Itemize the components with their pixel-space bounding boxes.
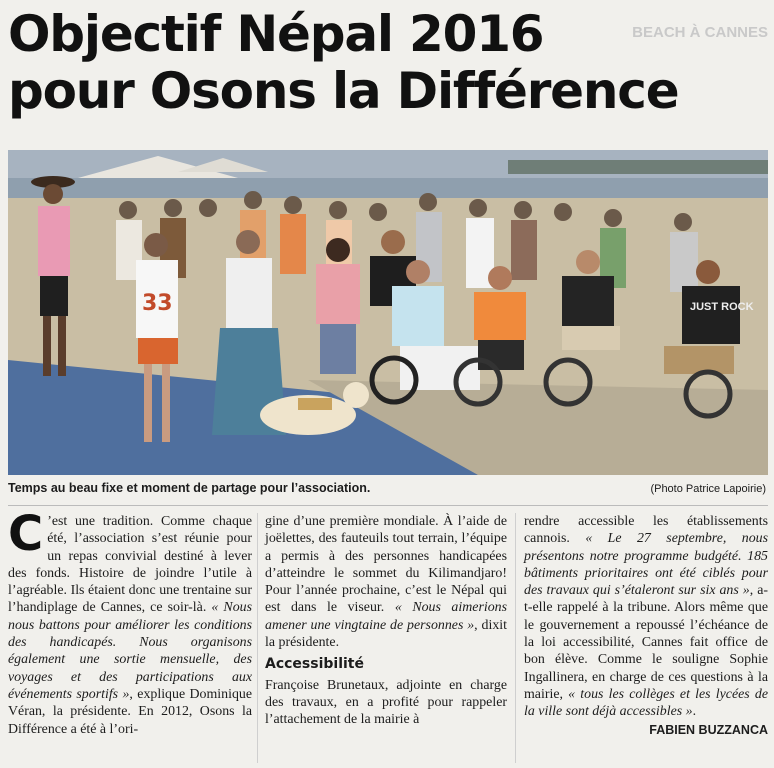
col2-text: gine d’une première mondiale. À l’aide de joëlettes, des fauteuils tout terrain, l’équipe a permis à des personnes handicapées d’atteindre le sommet du Kilimandjaro! Pour l’année prochaine, c’est le Népal qui est dans le viseur. — [265, 514, 507, 616]
headline-line-1: Objectif Népal 2016 — [8, 5, 544, 63]
author-byline: FABIEN BUZZANCA — [649, 722, 768, 737]
shirt-print: JUST ROCK — [690, 301, 754, 313]
col3-quote: « Le 27 septembre, nous présentons notre programme budgété. 185 bâtiments prioritaires ont été ciblés pour des travaux qui s’étaleront sur six ans » — [524, 531, 768, 599]
headline-line-2: pour Osons la Différence — [8, 62, 679, 120]
section-subhead: Accessibilité — [265, 656, 364, 673]
jersey-number: 33 — [142, 291, 173, 316]
col1-text: ’est une tradition. Comme chaque été, l’association s’est réunie pour un repas convivial destiné à lever des fonds. Histoire de joindre l’utile à l’agréable. Ils étaient donc une trentaine sur l’handiplage de Cannes, ce soir-là. — [8, 514, 252, 616]
col2-quote: « Nous aimerions amener une vingtaine de personnes » — [265, 600, 507, 633]
col3-quote-2: « tous les collèges et les lycées de la ville sont déjà accessibles » — [524, 686, 768, 720]
col1-quote: « Nous nous battons pour améliorer les conditions des handicapés. Nous organisons également une sortie mensuelle, des voyages et des participations aux événements sportifs » — [8, 600, 252, 702]
column-rule — [257, 513, 258, 763]
col1-text-end: , explique Dominique Véran, la présidente. En 2012, Osons la Différence a été à l’ori- — [8, 686, 252, 737]
article-headline — [8, 6, 748, 120]
column-rule — [515, 513, 516, 763]
photo-credit: (Photo Patrice Lapoirie) — [650, 483, 766, 495]
adjacent-article-headline: BEACH À CANNES — [632, 24, 768, 41]
photo-caption: Temps au beau fixe et moment de partage pour l’association. — [8, 481, 371, 495]
col3-text-end: . — [692, 704, 697, 720]
col2-text-end: , dixit la présidente. — [265, 617, 507, 651]
article-column-3 — [524, 513, 768, 739]
drop-cap: C — [8, 506, 44, 562]
col3-text-mid: , a-t-elle rappelé à la tribune. Alors même que le gouvernement a repoussé l’échéance de la loi accessibilité, Cannes fait office de bon élève. Comme le souligne Sophie Ingallinera, en charge de ces questions à la mairie, — [524, 583, 768, 702]
article-column-1 — [8, 506, 252, 738]
col2-paragraph-2: Françoise Brunetaux, adjointe en charge des travaux, en a profité pour rappeler l’attachement de la mairie à — [265, 677, 507, 728]
group-photo — [8, 150, 768, 475]
col3-text: rendre accessible les établissements cannois. — [524, 514, 768, 547]
article-column-2 — [265, 513, 507, 729]
caption-separator — [8, 505, 768, 506]
